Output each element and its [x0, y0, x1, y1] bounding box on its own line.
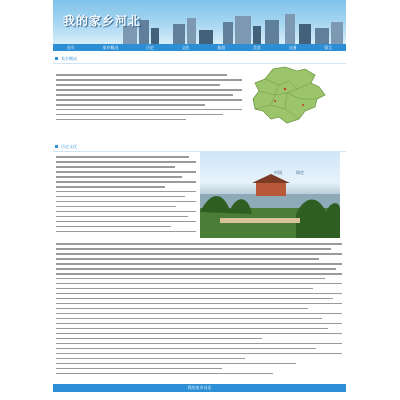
nav-item-transport[interactable]: 交通 — [288, 45, 297, 50]
building — [173, 24, 185, 44]
province-map — [245, 65, 333, 125]
building — [285, 14, 295, 44]
building — [265, 20, 279, 44]
nav-item-food[interactable]: 美食 — [252, 45, 261, 50]
scenic-photo-art — [200, 152, 340, 238]
building — [151, 28, 159, 44]
header-banner — [53, 0, 346, 44]
history-text — [56, 243, 342, 378]
building — [223, 22, 233, 44]
nav-item-home[interactable]: 首页 — [66, 45, 75, 50]
overview-section-title: 家乡概况 — [61, 56, 77, 61]
main-nav — [53, 44, 346, 51]
building — [235, 16, 251, 44]
nav-item-message[interactable]: 留言 — [324, 45, 333, 50]
nav-item-overview[interactable]: 家乡概况 — [102, 45, 119, 50]
bullet-icon — [55, 57, 58, 60]
building — [253, 26, 261, 44]
footer-text: 我的家乡河北 — [187, 385, 212, 390]
photo-caption-city: 保定 — [296, 170, 304, 175]
building — [315, 28, 329, 44]
building — [331, 22, 343, 44]
bullet-icon — [55, 145, 58, 148]
nav-item-history[interactable]: 历史 — [146, 45, 155, 50]
scenic-photo — [200, 152, 340, 238]
site-title: 我的家乡河北 — [63, 14, 142, 28]
nav-item-travel[interactable]: 旅游 — [217, 45, 226, 50]
footer-bar — [53, 384, 346, 392]
photo-caption-country: 中国 — [274, 170, 282, 175]
building — [187, 18, 196, 44]
overview-text — [56, 74, 242, 124]
nav-item-culture[interactable]: 文化 — [181, 45, 190, 50]
culture-text — [56, 156, 196, 236]
building — [299, 24, 311, 44]
culture-section-title: 历史文化 — [61, 144, 77, 149]
building — [199, 30, 213, 44]
culture-section-header — [53, 142, 346, 152]
overview-section-header — [53, 54, 346, 64]
